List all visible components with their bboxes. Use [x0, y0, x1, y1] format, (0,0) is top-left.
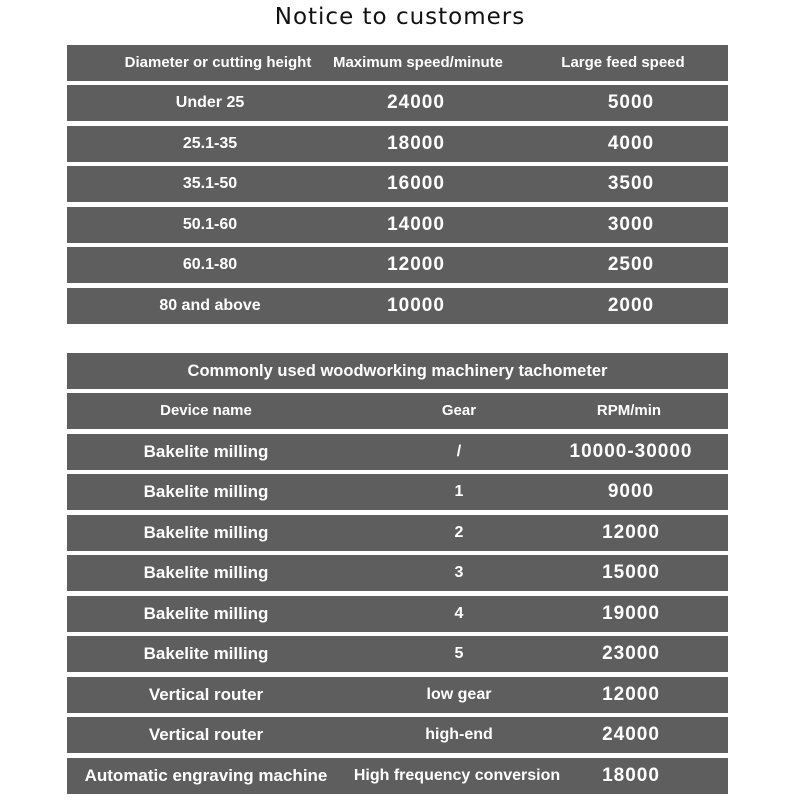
diameter-cell: 60.1-80 [182, 256, 238, 273]
rpm-cell: 18000 [602, 765, 660, 786]
table-row [67, 288, 728, 324]
device-name-cell: Bakelite milling [143, 604, 269, 623]
feed-speed-cell: 2500 [607, 254, 655, 275]
max-speed-cell: 16000 [387, 173, 445, 194]
table-row [67, 126, 728, 162]
table-row [67, 636, 728, 672]
device-name-cell: Bakelite milling [143, 482, 269, 501]
table-row [67, 717, 728, 753]
header-rpm: RPM/min [596, 402, 662, 419]
rpm-cell: 12000 [602, 684, 660, 705]
rpm-cell: 19000 [602, 603, 660, 624]
tachometer-caption-row [67, 353, 728, 389]
table-row [67, 677, 728, 713]
device-name-cell: Vertical router [148, 725, 264, 744]
max-speed-cell: 12000 [387, 254, 445, 275]
max-speed-cell: 10000 [387, 295, 445, 316]
gear-cell: high-end [425, 726, 493, 743]
rpm-cell: 12000 [602, 522, 660, 543]
device-name-cell: Bakelite milling [143, 563, 269, 582]
table-row [67, 85, 728, 121]
header-gear: Gear [441, 402, 477, 419]
gear-cell: 5 [454, 645, 464, 662]
table-row [67, 247, 728, 283]
tachometer-caption: Commonly used woodworking machinery tachometer [187, 362, 608, 380]
header-device-name: Device name [160, 402, 252, 419]
device-name-cell: Bakelite milling [143, 523, 269, 542]
feed-speed-cell: 3000 [607, 214, 655, 235]
diameter-cell: 35.1-50 [182, 175, 238, 192]
header-diameter: Diameter or cutting height [124, 54, 312, 71]
rpm-cell: 24000 [602, 724, 660, 745]
table-row [67, 555, 728, 591]
tachometer-table-header [67, 393, 728, 429]
table-row [67, 758, 728, 794]
rpm-cell: 15000 [602, 562, 660, 583]
rpm-cell: 9000 [607, 481, 655, 502]
device-name-cell: Bakelite milling [143, 644, 269, 663]
gear-cell: 1 [454, 483, 464, 500]
gear-cell: low gear [426, 686, 492, 703]
gear-cell: / [456, 443, 462, 460]
gear-cell: 4 [454, 605, 464, 622]
device-name-cell: Automatic engraving machine [84, 766, 328, 785]
table-row [67, 434, 728, 470]
table-row [67, 474, 728, 510]
diameter-cell: 50.1-60 [182, 216, 238, 233]
device-name-cell: Vertical router [148, 685, 264, 704]
feed-speed-cell: 4000 [607, 133, 655, 154]
feed-speed-cell: 2000 [607, 295, 655, 316]
gear-cell: 3 [454, 564, 464, 581]
rpm-cell: 10000-30000 [569, 441, 693, 462]
max-speed-cell: 18000 [387, 133, 445, 154]
rpm-cell: 23000 [602, 643, 660, 664]
speed-table-header [67, 45, 728, 81]
header-feed-speed: Large feed speed [561, 54, 685, 71]
max-speed-cell: 14000 [387, 214, 445, 235]
table-row [67, 207, 728, 243]
table-row [67, 596, 728, 632]
device-name-cell: Bakelite milling [143, 442, 269, 461]
diameter-cell: 80 and above [159, 297, 261, 314]
diameter-cell: Under 25 [175, 94, 245, 111]
table-row [67, 515, 728, 551]
diameter-cell: 25.1-35 [182, 135, 238, 152]
page-title: Notice to customers [274, 4, 526, 30]
gear-cell: 2 [454, 524, 464, 541]
feed-speed-cell: 3500 [607, 173, 655, 194]
gear-cell: High frequency conversion [353, 767, 561, 784]
header-max-speed: Maximum speed/minute [332, 54, 504, 71]
table-row [67, 166, 728, 202]
feed-speed-cell: 5000 [607, 92, 655, 113]
max-speed-cell: 24000 [387, 92, 445, 113]
